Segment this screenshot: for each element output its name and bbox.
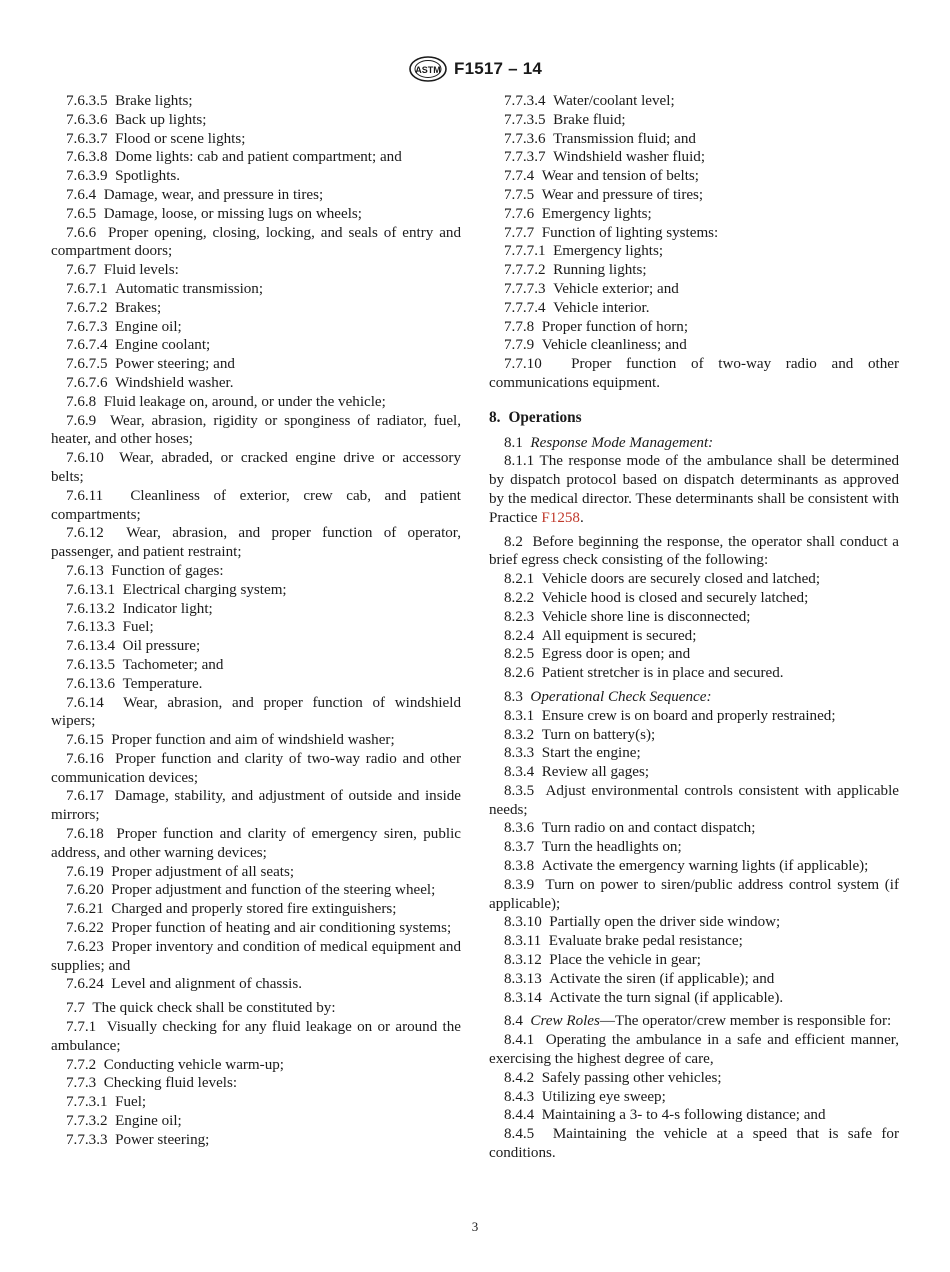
clause-text: Flood or scene lights; [115,130,246,147]
clause-text: Activate the turn signal (if applicable). [549,989,784,1006]
clause-8-2-6 [489,664,899,683]
left-column [51,92,461,1150]
clause-text: Turn on battery(s); [541,726,656,743]
clause-7-7-6 [489,205,899,224]
clause-number: 8.3.13 [504,970,542,987]
clause-number: 7.6.3.8 [66,149,108,166]
clause-7-6-9 [51,412,461,450]
clause-text: Fuel; [122,619,154,636]
clause-text: Proper adjustment and function of the steering wheel; [111,882,436,899]
clause-number: 7.7.3.3 [66,1131,108,1148]
clause-8-4-3 [489,1088,899,1107]
clause-text: Turn on power to siren/public address control system (if applicable); [489,876,899,912]
clause-text: Proper function and clarity of two-way radio and other communication devices; [51,750,462,786]
clause-number: 8.2.4 [504,627,535,644]
clause-number: 7.6.7 [66,262,97,279]
clause-7-6-3-5 [51,92,461,111]
clause-text: Level and alignment of chassis. [111,976,302,993]
clause-number: 7.6.10 [66,450,104,467]
clause-number: 7.7.3 [66,1075,97,1092]
clause-7-6-7-5 [51,355,461,374]
clause-text: Turn the headlights on; [541,839,682,856]
clause-7-7 [51,999,461,1018]
clause-number: 7.6.7.1 [66,280,108,297]
clause-text: Proper function of horn; [541,318,689,335]
clause-8-3-9 [489,876,899,914]
clause-text: Visually checking for any fluid leakage on or around the ambulance; [51,1019,461,1054]
clause-number: 7.6.13.4 [66,638,116,655]
clause-number: 7.6.22 [66,920,104,937]
clause-text: Vehicle cleanliness; and [541,337,687,354]
right-column [489,92,899,1163]
clause-number: 8.3.5 [504,782,535,799]
clause-text: Egress door is open; and [541,646,691,663]
clause-text: Damage, loose, or missing lugs on wheels; [103,205,362,222]
clause-number: 7.6.11 [66,487,104,504]
clause-number: 7.7.3.7 [504,149,546,166]
clause-number: 7.6.18 [66,826,104,843]
clause-number: 8.3.4 [504,764,535,781]
clause-number: 7.7.2 [66,1056,97,1073]
clause-number: 7.7.7.4 [504,299,546,316]
clause-8-3-7 [489,838,899,857]
clause-text: Turn radio on and contact dispatch; [541,820,756,837]
clause-text: Operating the ambulance in a safe and efficient manner, exercising the highest degree of care, [489,1032,900,1068]
clause-7-6-3-9 [51,167,461,186]
clause-text: Utilizing eye sweep; [541,1088,666,1105]
clause-8-2-1 [489,570,899,589]
svg-text:ASTM: ASTM [415,65,441,75]
clause-text: The quick check shall be constituted by: [92,1000,336,1017]
clause-8-3-10 [489,913,899,932]
clause-number: 7.6.23 [66,938,104,955]
clause-number: 7.7.7.3 [504,280,546,297]
clause-8-2-4 [489,627,899,646]
clause-8-3-12 [489,951,899,970]
list-8-4 [489,1031,899,1163]
clause-number: 8.3.10 [504,914,542,931]
clause-7-6-13-5 [51,656,461,675]
clause-text: Adjust environmental controls consistent with applicable needs; [489,782,899,818]
clause-number: 8.3.8 [504,858,535,875]
clause-number: 7.6.16 [66,750,104,767]
clause-7-6-5 [51,205,461,224]
clause-text: Function of lighting systems: [541,224,719,241]
clause-7-7-1 [51,1018,461,1056]
clause-number: 7.6.13.5 [66,656,116,673]
section-7-7-continued [489,92,899,393]
clause-number: 7.6.13 [66,562,104,579]
clause-7-7-7-2 [489,261,899,280]
clause-7-7-3-7 [489,148,899,167]
clause-text: Wear, abrasion, and proper function of operator, passenger, and patient restraint; [51,525,461,561]
clause-number: 8.3.11 [504,933,542,950]
clause-text: Running lights; [553,262,647,279]
clause-7-6-15 [51,731,461,750]
clause-8-3-5 [489,782,899,820]
clause-7-6-22 [51,919,461,938]
clause-8-3-3 [489,744,899,763]
clause-text: Proper function of two-way radio and other communications equipment. [489,356,900,391]
clause-7-7-7 [489,224,899,243]
clause-text: Vehicle doors are securely closed and latched; [541,571,821,588]
clause-number: 7.6.15 [66,732,104,749]
paragraph-8-1-1: 8.1.1 The response mode of the ambulance shall be determined by dispatch protocol based on dispatch determinants as approved by the medical director. These determinants shall be consistent with Practice F1258. [489,453,900,526]
list-8-2 [489,570,899,683]
clause-7-7-3-3 [51,1131,461,1150]
clause-text: Partially open the driver side window; [549,914,781,931]
clause-text: Wear, abrasion, and proper function of windshield wipers; [51,694,461,730]
clause-text: Water/coolant level; [553,93,675,109]
clause-7-6-4 [51,186,461,205]
clause-text: Proper function and aim of windshield washer; [111,732,395,749]
page-header [0,56,950,82]
clause-7-6-24 [51,975,461,994]
clause-8-2-2 [489,589,899,608]
clause-text: Wear and pressure of tires; [541,186,704,203]
clause-7-6-19 [51,863,461,882]
clause-text: Automatic transmission; [115,280,264,297]
clause-number: 8.4.4 [504,1107,535,1124]
clause-text: Maintaining the vehicle at a speed that is safe for conditions. [489,1126,900,1162]
paragraph-8-3: 8.3 Operational Check Sequence: [504,688,712,705]
clause-7-7-7-4 [489,299,899,318]
clause-text: Start the engine; [541,745,641,762]
clause-7-7-10 [489,355,899,393]
clause-7-7-9 [489,336,899,355]
clause-number: 7.6.20 [66,882,104,899]
clause-text: Temperature. [122,675,203,692]
clause-7-7-4 [489,167,899,186]
clause-7-6-20 [51,881,461,900]
clause-text: Vehicle exterior; and [553,280,679,297]
clause-text: Vehicle hood is closed and securely latched; [541,589,809,606]
clause-number: 7.7.10 [504,356,542,373]
clause-8-3-6 [489,819,899,838]
clause-text: Activate the emergency warning lights (if applicable); [541,858,869,875]
paragraph-8-1: 8.1 Response Mode Management: [504,434,714,451]
clause-7-6-3-6 [51,111,461,130]
clause-7-6-7 [51,261,461,280]
clause-7-7-5 [489,186,899,205]
clause-number: 8.3.7 [504,839,535,856]
page-number: 3 [471,1219,479,1234]
clause-text: Checking fluid levels: [103,1075,238,1092]
clause-7-6-10 [51,449,461,487]
clause-number: 7.7.3.6 [504,130,546,147]
clause-8-3-14 [489,989,899,1008]
clause-7-7-3-1 [51,1093,461,1112]
clause-text: Charged and properly stored fire extinguishers; [111,901,397,918]
clause-number: 8.2.3 [504,608,535,625]
clause-text: Brake lights; [115,93,193,109]
clause-number: 8.4.1 [504,1032,535,1049]
clause-7-6-7-6 [51,374,461,393]
clause-number: 7.6.8 [66,393,97,410]
astm-logo-icon [408,56,448,82]
clause-7-6-18 [51,825,461,863]
clause-text: Ensure crew is on board and properly restrained; [541,707,836,724]
clause-7-6-14 [51,694,461,732]
clause-text: Cleanliness of exterior, crew cab, and patient compartments; [51,487,461,523]
clause-number: 7.6.17 [66,788,104,805]
clause-7-7-2 [51,1056,461,1075]
clause-number: 7.6.13.1 [66,581,116,598]
clause-text: Proper function of heating and air conditioning systems; [111,920,452,937]
clause-number: 8.2.5 [504,646,535,663]
clause-number: 7.6.13.2 [66,600,116,617]
clause-number: 7.6.7.6 [66,374,108,391]
clause-7-6-6 [51,224,461,262]
clause-number: 7.6.7.2 [66,299,108,316]
clause-7-6-13 [51,562,461,581]
clause-text: Conducting vehicle warm-up; [103,1056,284,1073]
clause-number: 7.7.7.1 [504,243,546,260]
section-8-heading: 8. Operations [489,408,582,426]
clause-number: 7.6.3.6 [66,111,108,128]
clause-8-4-1 [489,1031,899,1069]
clause-text: Function of gages: [111,562,224,579]
clause-text: Indicator light; [122,600,213,617]
clause-text: Engine coolant; [115,337,211,354]
clause-number: 7.6.9 [66,412,97,429]
clause-7-6-7-2 [51,299,461,318]
clause-7-6-3-8 [51,148,461,167]
clause-8-3-2 [489,726,899,745]
clause-number: 7.7.9 [504,337,535,354]
clause-number: 7.6.5 [66,205,97,222]
clause-number: 7.6.12 [66,525,104,542]
clause-text: Wear, abraded, or cracked engine drive or accessory belts; [51,450,461,485]
clause-number: 8.3.2 [504,726,535,743]
clause-8-2-5 [489,645,899,664]
clause-text: Vehicle shore line is disconnected; [541,608,751,625]
clause-text: Wear, abrasion, rigidity or sponginess of radiator, fuel, heater, and other hoses; [51,412,461,448]
clause-7-6-23 [51,938,461,976]
clause-text: Proper inventory and condition of medical equipment and supplies; and [51,938,461,974]
clause-number: 8.3.14 [504,989,542,1006]
clause-7-6-17 [51,787,461,825]
clause-number: 7.6.19 [66,863,104,880]
clause-7-6-3-7 [51,130,461,149]
clause-number: 7.7.3.5 [504,111,546,128]
clause-7-7-7-1 [489,242,899,261]
clause-number: 7.7.7 [504,224,535,241]
clause-number: 7.7.4 [504,168,535,185]
clause-number: 7.7.3.2 [66,1113,108,1130]
clause-7-6-13-4 [51,637,461,656]
clause-7-7-3-6 [489,130,899,149]
clause-number: 7.7.7.2 [504,262,546,279]
clause-7-7-3-4 [489,92,899,111]
clause-text: Emergency lights; [541,205,652,222]
clause-text: Vehicle interior. [553,299,650,316]
clause-number: 7.7.8 [504,318,535,335]
clause-number: 8.3.6 [504,820,535,837]
clause-text: Spotlights. [115,168,181,185]
clause-7-6-13-1 [51,581,461,600]
clause-text: Brakes; [115,299,162,316]
clause-text: Oil pressure; [122,638,201,655]
clause-number: 8.4.3 [504,1088,535,1105]
clause-8-3-1 [489,707,899,726]
clause-number: 7.6.7.3 [66,318,108,335]
clause-number: 7.6.4 [66,186,97,203]
clause-number: 7.7.5 [504,186,535,203]
clause-text: Fluid levels: [103,262,179,279]
clause-7-6-7-3 [51,318,461,337]
clause-text: Patient stretcher is in place and secured. [541,665,784,682]
clause-number: 7.7.6 [504,205,535,222]
clause-text: Wear and tension of belts; [541,168,699,185]
clause-7-7-7-3 [489,280,899,299]
clause-text: Evaluate brake pedal resistance; [548,933,743,950]
clause-7-7-3 [51,1074,461,1093]
list-8-3 [489,707,899,1008]
clause-7-7-3-5 [489,111,899,130]
clause-7-6-11 [51,487,461,525]
paragraph-8-4: 8.4 Crew Roles—The operator/crew member is responsible for: [504,1013,892,1030]
clause-number: 7.6.3.5 [66,93,108,109]
clause-text: Dome lights: cab and patient compartment; and [115,149,402,166]
clause-text: Back up lights; [115,111,207,128]
clause-number: 8.3.12 [504,952,542,969]
clause-text: Windshield washer. [115,374,234,391]
clause-number: 8.3.9 [504,876,535,893]
clause-number: 8.3.1 [504,707,535,724]
clause-number: 8.4.5 [504,1126,535,1143]
clause-7-6-7-4 [51,336,461,355]
clause-text: Engine oil; [115,1113,182,1130]
clause-8-3-4 [489,763,899,782]
clause-number: 8.2.2 [504,589,535,606]
clause-number: 7.7.3.1 [66,1094,108,1111]
clause-8-3-13 [489,970,899,989]
clause-number: 7.7.3.4 [504,93,546,109]
clause-number: 7.6.6 [66,224,97,241]
clause-8-4-5 [489,1125,899,1163]
clause-text: Maintaining a 3- to 4-s following distance; and [541,1107,826,1124]
clause-7-6-12 [51,524,461,562]
clause-8-2-3 [489,608,899,627]
clause-text: Power steering; [115,1131,210,1148]
clause-7-6-16 [51,750,461,788]
clause-number: 7.7 [66,1000,85,1017]
clause-number: 7.7.1 [66,1019,97,1036]
clause-7-7-3-2 [51,1112,461,1131]
clause-number: 7.6.7.5 [66,356,108,373]
clause-text: Emergency lights; [553,243,664,260]
clause-8-3-11 [489,932,899,951]
clause-number: 8.4.2 [504,1069,535,1086]
clause-text: Tachometer; and [122,656,224,673]
clause-7-7-8 [489,318,899,337]
clause-7-6-13-6 [51,675,461,694]
clause-7-6-13-3 [51,618,461,637]
clause-text: Fluid leakage on, around, or under the vehicle; [103,393,386,410]
clause-text: Place the vehicle in gear; [549,952,701,969]
clause-text: Damage, wear, and pressure in tires; [103,186,324,203]
clause-7-6-13-2 [51,600,461,619]
clause-text: Safely passing other vehicles; [541,1069,722,1086]
clause-number: 7.6.13.6 [66,675,116,692]
document-id: F1517 – 14 [453,59,542,78]
clause-8-3-8 [489,857,899,876]
clause-text: Proper opening, closing, locking, and seals of entry and compartment doors; [51,224,462,260]
clause-8-4-4 [489,1106,899,1125]
clause-text: Proper function and clarity of emergency siren, public address, and other warning devices; [51,826,461,861]
clause-number: 7.6.3.7 [66,130,108,147]
practice-f1258-link[interactable]: F1258 [541,509,580,526]
clause-number: 7.6.3.9 [66,168,108,185]
clause-text: Fuel; [115,1094,147,1111]
clause-text: Transmission fluid; and [553,130,696,147]
clause-text: Damage, stability, and adjustment of outside and inside mirrors; [51,788,462,824]
clause-text: Activate the siren (if applicable); and [549,970,775,987]
clause-number: 8.2.1 [504,571,535,588]
clause-number: 7.6.24 [66,976,104,993]
clause-text: Engine oil; [115,318,182,335]
clause-text: All equipment is secured; [541,627,697,644]
clause-text: Power steering; and [115,356,235,373]
clause-number: 7.6.13.3 [66,619,116,636]
clause-text: Electrical charging system; [122,581,287,598]
clause-text: Windshield washer fluid; [553,149,706,166]
clause-text: Review all gages; [541,764,650,781]
clause-7-6-7-1 [51,280,461,299]
clause-text: Proper adjustment of all seats; [111,863,295,880]
clause-number: 7.6.14 [66,694,104,711]
clause-text: Brake fluid; [553,111,626,128]
clause-number: 8.2.6 [504,665,535,682]
clause-8-4-2 [489,1069,899,1088]
clause-number: 8.3.3 [504,745,535,762]
paragraph-8-2: 8.2 Before beginning the response, the operator shall conduct a brief egress check consisting of the following: [489,533,900,569]
clause-number: 7.6.21 [66,901,104,918]
clause-7-6-8 [51,393,461,412]
clause-7-6-21 [51,900,461,919]
clause-number: 7.6.7.4 [66,337,108,354]
